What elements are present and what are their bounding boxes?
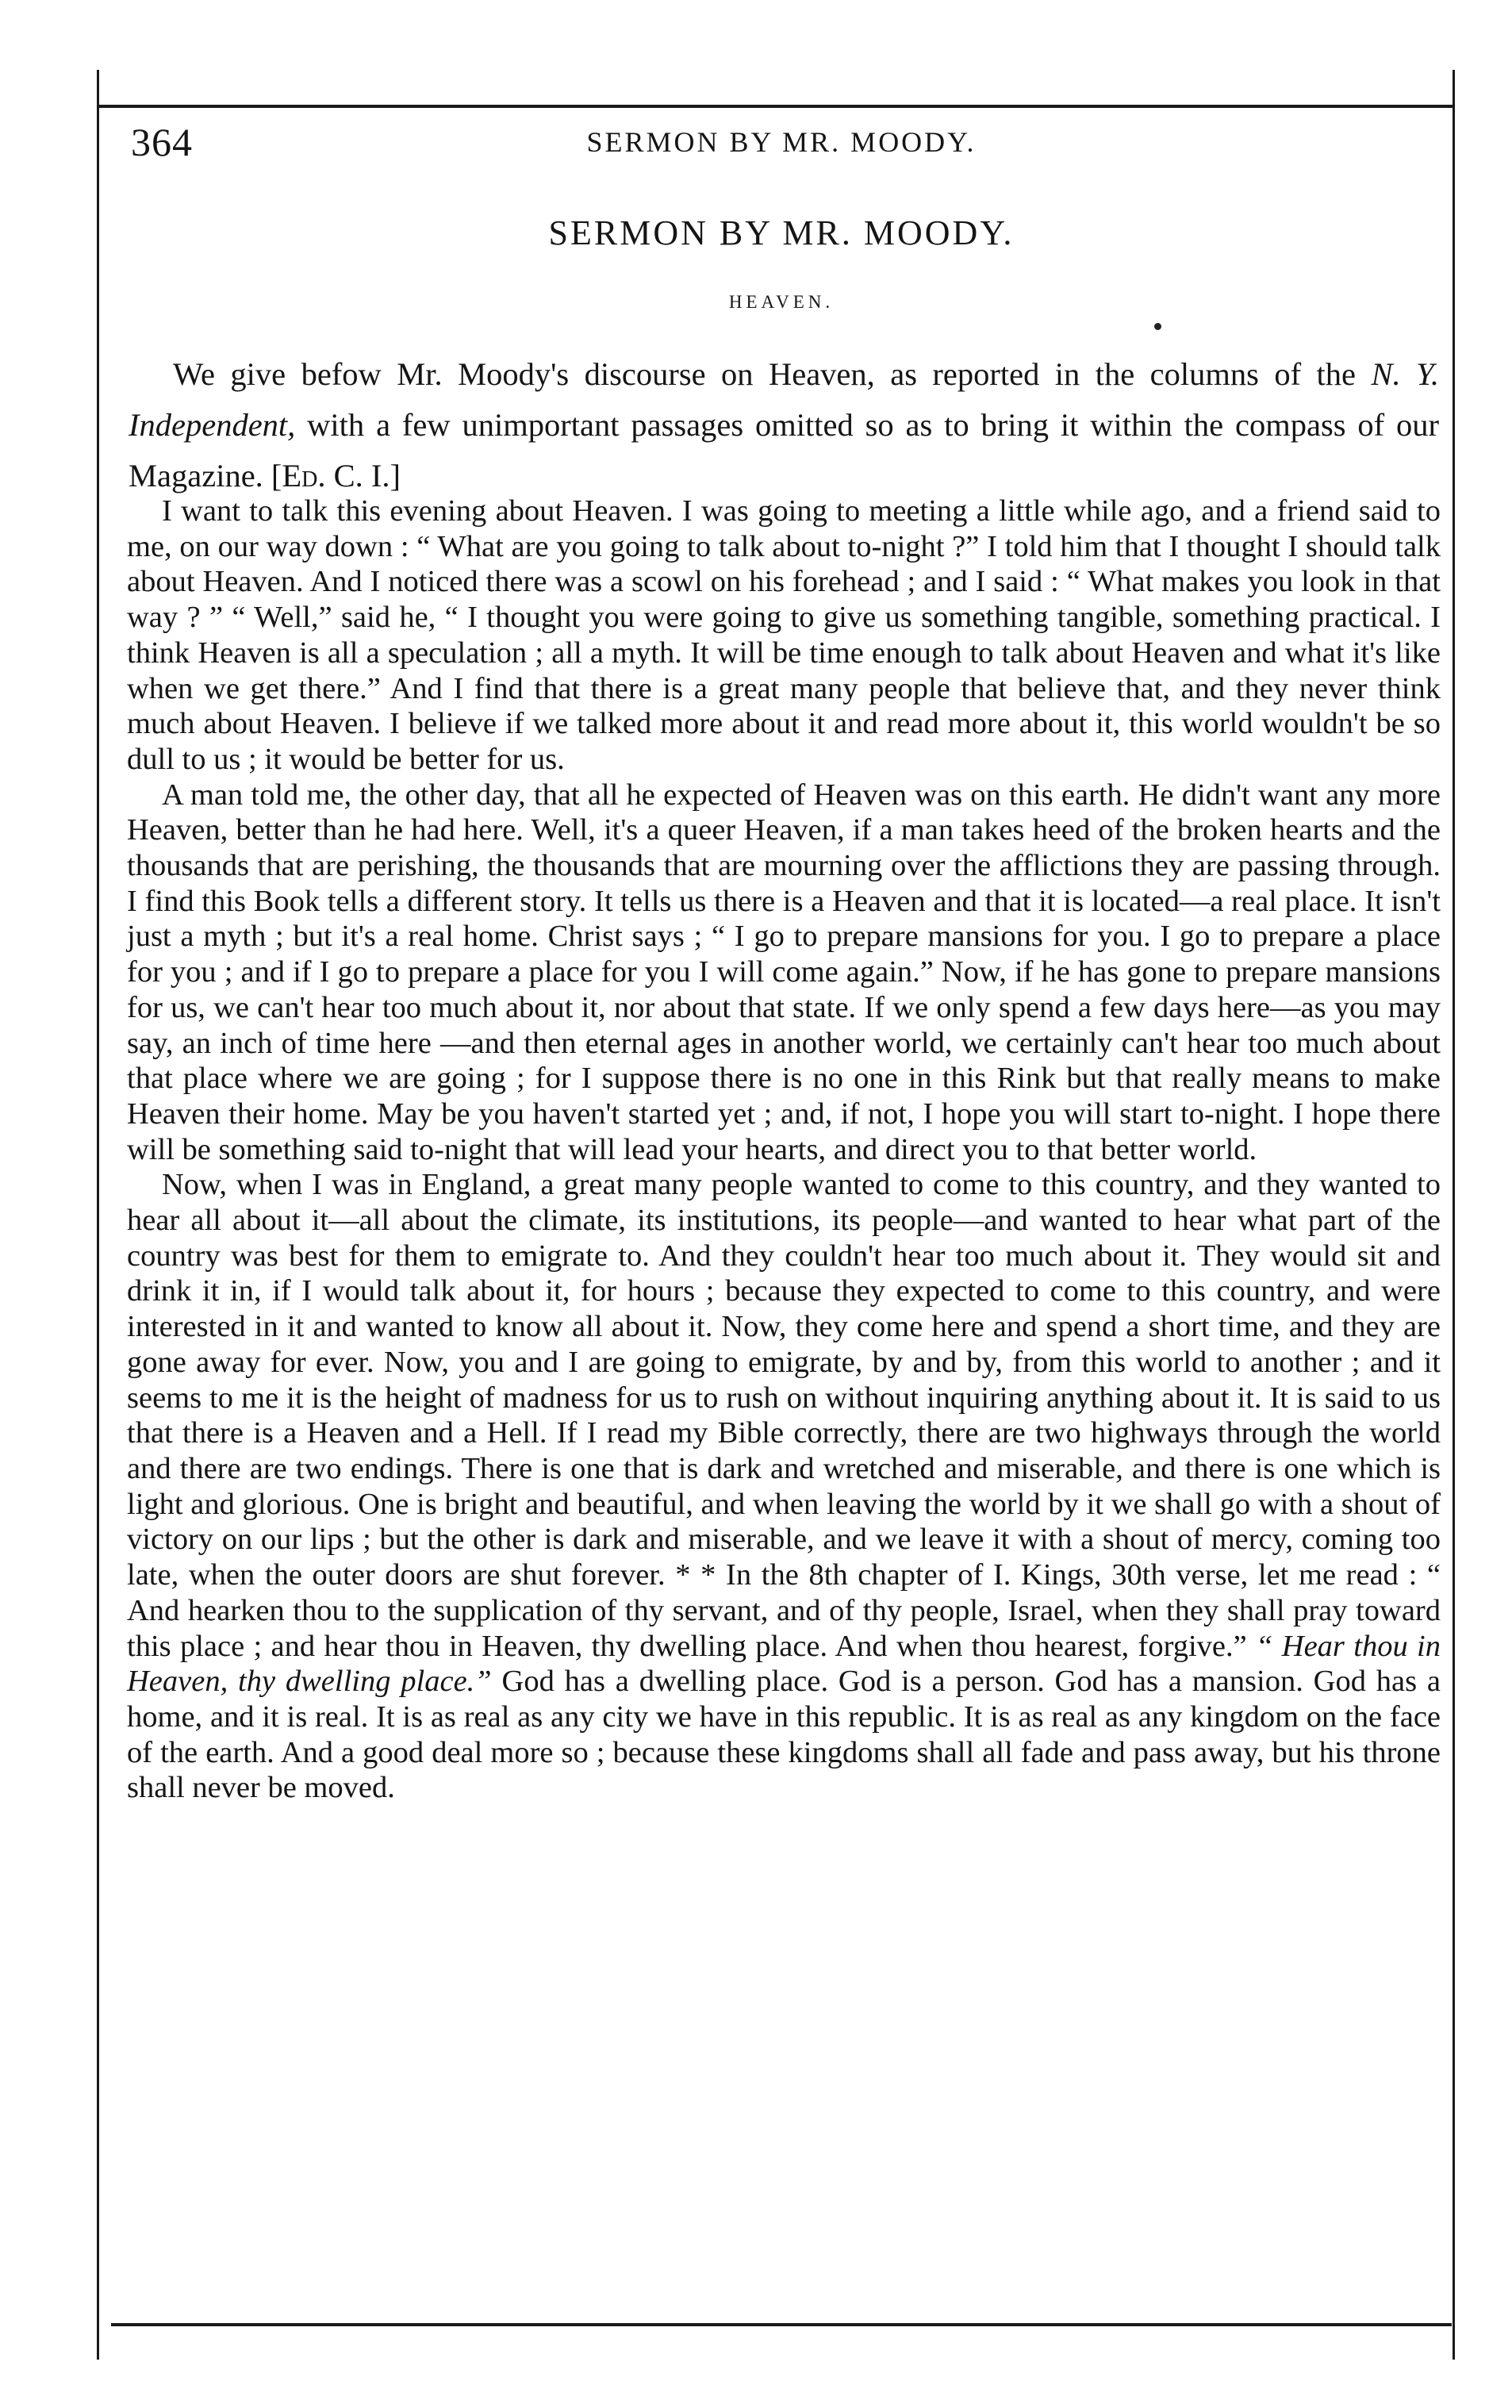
page-number: 364 [131,120,193,164]
intro-text-3: ] [390,458,401,494]
article-subtitle: HEAVEN. [728,292,835,312]
top-rule [97,105,1453,108]
article-title: SERMON BY MR. MOODY. [548,213,1015,252]
running-head [131,119,1432,175]
body-paragraph-2: A man told me, the other day, that all he expected of Heaven was on this earth. He didn't want any more Heaven, better than he had here. Well, it's a queer Heaven, if a man takes heed of the broken hearts and the thousands that are perishing, the thousands that are mourning over the afflictions they are passing through. I find this Book tells a different story. It tells us there is a Heaven and that it is located—a real place. It isn't just a myth ; but it's a real home. Christ says ; “ I go to prepare mansions for you. I go to prepare a place for you ; and if I go to prepare a place for you I will come again.” Now, if he has gone to prepare mansions for us, we can't hear too much about it, nor about that state. If we only spend a few days here—as you may say, an inch of time here —and then eternal ages in another world, we certainly can't hear too much about that place where we are going ; for I suppose there is no one in this Rink but that really means to make Heaven their home. May be you haven't started yet ; and, if not, I hope you will start to-night. I hope there will be something said to-night that will lead your hearts, and direct you to that better world. [127,778,1441,1166]
running-title: SERMON BY MR. MOODY. [586,126,977,158]
body-paragraph-3-text-b: God has a dwelling place. God is a person. God has a mansion. God has a home, and it is real. It is as real as any city we have in this republic. It is as real as any kingdom on the face of the earth. And a good deal more so ; because these kingdoms shall all fade and pass away, but his throne shall never be moved. [127,1665,1441,1805]
editor-intro [129,349,1439,501]
bottom-rule [111,2323,1452,2326]
intro-paragraph [129,349,1439,501]
scripture-quote: “ Hear thou in Heaven, thy dwelling place.” [127,1629,1441,1699]
stray-dot [1154,323,1161,330]
body-paragraph-3 [127,1167,1441,1806]
sermon-body [127,494,1441,1806]
intro-text-1: We give befow Mr. Moody's discourse on Heaven, as reported in the columns of the [173,356,1372,392]
body-paragraph-1: I want to talk this evening about Heaven. I was going to meeting a little while ago, and a friend said to me, on our way down : “ What are you going to talk about to-night ?” I told him that I thought I should talk about Heaven. And I noticed there was a scowl on his forehead ; and I said : “ What makes you look in that way ? ” “ Well,” said he, “ I thought you were going to give us something tangible, something practical. I think Heaven is all a speculation ; all a myth. It will be time enough to talk about Heaven and what it's like when we get there.” And I find that there is a great many people that believe that, and they never think much about Heaven. I believe if we talked more about it and read more about it, this world wouldn't be so dull to us ; it would be better for us. [127,494,1441,776]
intro-newspaper-name: N. Y. Independent, [129,356,1440,443]
body-paragraph-3-text-a: Now, when I was in England, a great many people wanted to come to this country, and they wanted to hear all about it—all about the climate, its institutions, its people—and wanted to hear what part of the country was best for them to emigrate to. And they couldn't hear too much about it. They would sit and drink it in, if I would talk about it, for hours ; because they expected to come to this country, and were interested in it and wanted to know all about it. Now, they come here and spend a short time, and they are gone away for ever. Now, you and I are going to emigrate, by and by, from this world to another ; and it seems to me it is the height of madness for us to rush on without inquiring anything about it. It is said to us that there is a Heaven and a Hell. If I read my Bible correctly, there are two highways through the world and there are two endings. There is one that is dark and wretched and miserable, and there is one which is light and glorious. One is bright and beautiful, and when leaving the world by it we shall go with a shout of victory on our lips ; but the other is dark and miserable, and we leave it with a shout of mercy, coming too late, when the outer doors are shut forever. * * In the 8th chapter of I. Kings, 30th verse, let me read : “ And hearken thou to the supplication of thy servant, and of thy people, Israel, when they shall pray toward this place ; and hear thou in Heaven, thy dwelling place. And when thou hearest, forgive.” [127,1168,1441,1663]
editor-initials: Ed. C. I. [282,458,390,494]
intro-text-2: with a few unimportant passages omitted so as to bring it within the compass of our Magazine. [ [129,407,1439,494]
